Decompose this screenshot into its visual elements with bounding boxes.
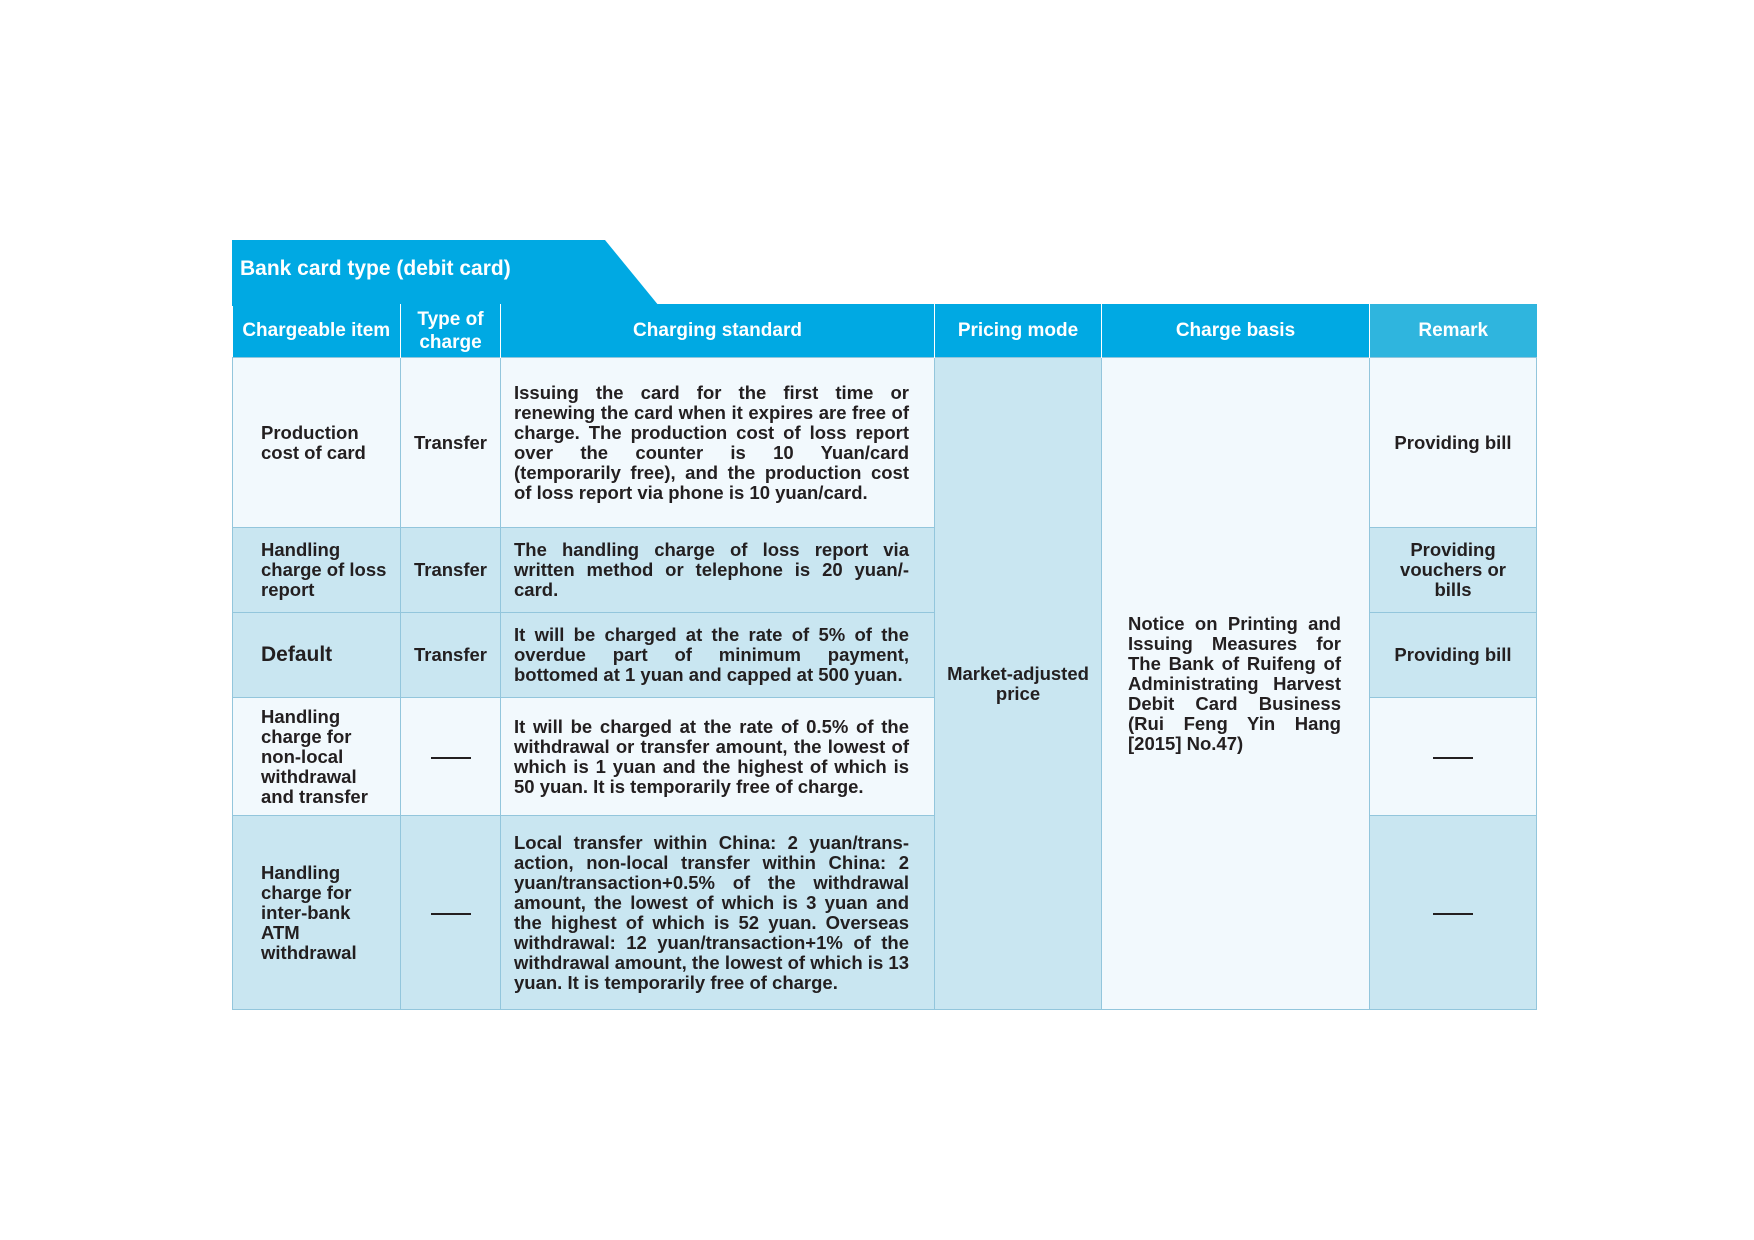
table-header-row <box>233 304 1537 358</box>
row-standard: It will be charged at the rate of 0.5% of the withdrawal or transfer amount, the lowest of which is 1 yuan and the highest of which is 50 yuan. It is temporarily free of charge. <box>501 698 935 816</box>
table-title: Bank card type (debit card) <box>240 257 511 280</box>
charge-basis-cell: Notice on Printing and Issuing Measures for The Bank of Ruifeng of Administrating Harvest Debit Card Business (Rui Feng Yin Hang [2015] No.47) <box>1102 358 1370 1010</box>
row-standard: It will be charged at the rate of 5% of the overdue part of minimum payment, bottomed at 1 yuan and capped at 500 yuan. <box>501 613 935 698</box>
row-standard: The handling charge of loss report via written method or telephone is 20 yuan/-card. <box>501 528 935 613</box>
row-item: Handling charge for inter-bank ATM withdrawal <box>233 816 401 1010</box>
row-item: Handling charge for non-local withdrawal and transfer <box>233 698 401 816</box>
dash-placeholder <box>431 913 471 915</box>
row-type: Transfer <box>401 613 501 698</box>
header-charging-standard: Charging standard <box>501 304 935 358</box>
dash-placeholder <box>1433 757 1473 759</box>
row-type <box>401 698 501 816</box>
row-type: Transfer <box>401 358 501 528</box>
table-row <box>233 358 1537 528</box>
row-item: Default <box>233 613 401 698</box>
row-remark <box>1370 698 1537 816</box>
row-remark: Providing bill <box>1370 358 1537 528</box>
dash-placeholder <box>1433 913 1473 915</box>
row-standard: Local transfer within China: 2 yuan/trans-action, non-local transfer within China: 2 yuan/transaction+0.5% of the withdrawal amount, the lowest of which is 3 yuan and the highest of which is 52 yuan. Overseas withdrawal: 12 yuan/transaction+1% of the withdrawal amount, the lowest of which is 13 yuan. It is temporarily free of charge. <box>501 816 935 1010</box>
dash-placeholder <box>431 757 471 759</box>
pricing-mode-cell: Market-adjusted price <box>935 358 1102 1010</box>
row-remark: Providing vouchers or bills <box>1370 528 1537 613</box>
row-standard: Issuing the card for the first time or renewing the card when it expires are free of charge. The production cost of loss report over the counter is 10 Yuan/card (temporarily free), and the production cost of loss report via phone is 10 yuan/card. <box>501 358 935 528</box>
row-item: Handling charge of loss report <box>233 528 401 613</box>
header-remark: Remark <box>1370 304 1537 358</box>
debit-card-fee-table <box>232 304 1537 1010</box>
header-charge-basis: Charge basis <box>1102 304 1370 358</box>
row-type: Transfer <box>401 528 501 613</box>
row-remark <box>1370 816 1537 1010</box>
row-remark: Providing bill <box>1370 613 1537 698</box>
row-item: Production cost of card <box>233 358 401 528</box>
header-chargeable-item: Chargeable item <box>233 304 401 358</box>
table-title-tab <box>232 240 659 306</box>
row-type <box>401 816 501 1010</box>
header-type-of-charge: Type of charge <box>401 304 501 358</box>
header-pricing-mode: Pricing mode <box>935 304 1102 358</box>
